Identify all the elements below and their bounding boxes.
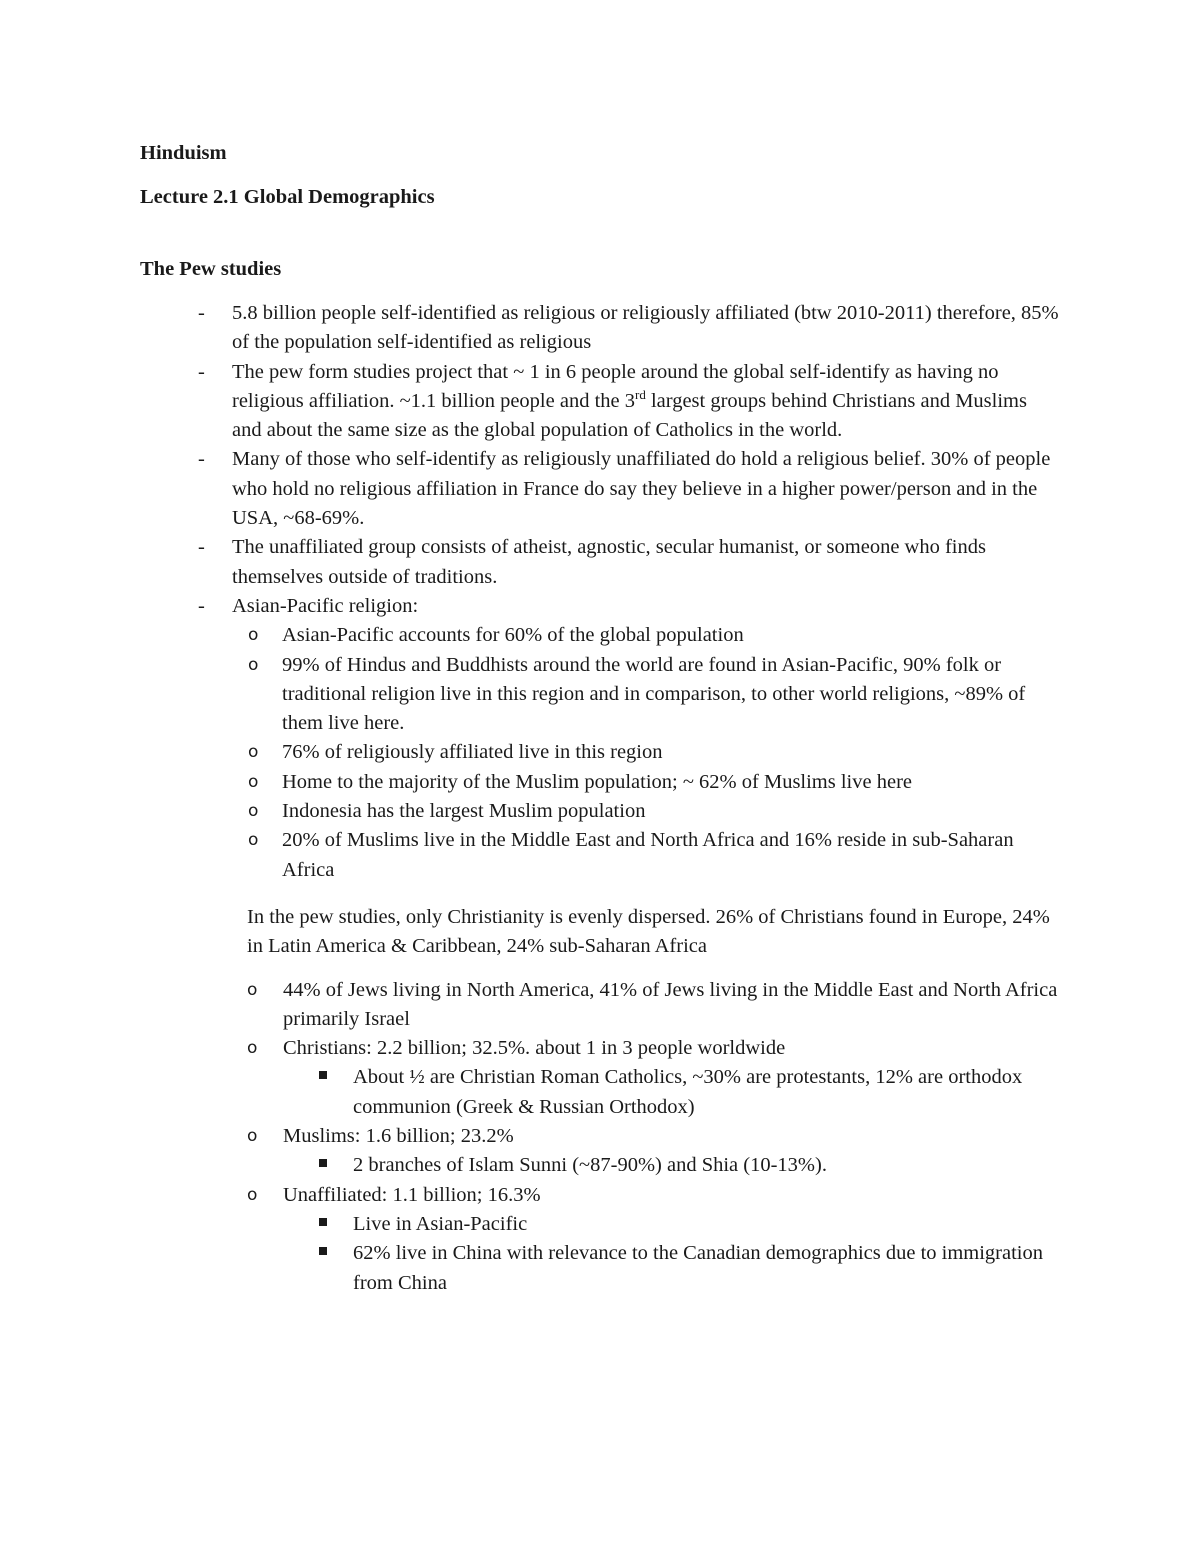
list-item — [140, 592, 1060, 885]
bullet-text: The unaffiliated group consists of atheist, agnostic, secular humanist, or someone who finds themselves outside of traditions. — [232, 536, 986, 588]
list-item — [140, 358, 1060, 446]
dispersion-paragraph: In the pew studies, only Christianity is evenly dispersed. 26% of Christians found in Europe, 24% in Latin America & Caribbean, 24% sub-Saharan Africa — [247, 905, 1050, 958]
circle-marker: o — [248, 830, 259, 851]
circle-marker: o — [247, 979, 258, 1000]
muslim-sublist — [283, 1151, 1060, 1180]
dash-marker: - — [198, 448, 205, 471]
bullet-text: Asian-Pacific religion: — [232, 594, 419, 617]
stat-text: Unaffiliated: 1.1 billion; 16.3% — [283, 1183, 541, 1206]
religion-stats-list — [140, 976, 1060, 1298]
christian-sublist — [283, 1063, 1060, 1122]
list-item — [140, 299, 1060, 358]
asian-pacific-sublist — [232, 621, 1060, 885]
lecture-heading: Lecture 2.1 Global Demographics — [140, 186, 435, 208]
dash-marker: - — [198, 536, 205, 559]
sub-bullet-text: 99% of Hindus and Buddhists around the world are found in Asian-Pacific, 90% folk or traditional religion live in this region and in comparison, to other world religions, ~89% of them live here. — [282, 653, 1026, 735]
list-item — [283, 1210, 1060, 1239]
sub-bullet-text: Indonesia has the largest Muslim population — [282, 800, 646, 823]
bullet-text: Many of those who self-identify as religiously unaffiliated do hold a religious belief. 30% of people who hold no religious affiliation in France do say they believe in a higher power/person and in the USA, ~68-69%. — [232, 448, 1051, 530]
sub-bullet-text: Home to the majority of the Muslim population; ~ 62% of Muslims live here — [282, 770, 912, 793]
stat-text: 44% of Jews living in North America, 41% of Jews living in the Middle East and North Africa primarily Israel — [283, 978, 1058, 1030]
dash-marker: - — [198, 360, 205, 383]
bullet-text: 5.8 billion people self-identified as religious or religiously affiliated (btw 2010-2011) therefore, 85% of the population self-identified as religious — [232, 302, 1059, 354]
document-page — [140, 138, 1060, 1298]
list-item — [140, 1034, 1060, 1122]
stat-text: Muslims: 1.6 billion; 23.2% — [283, 1125, 514, 1148]
circle-marker: o — [247, 1038, 258, 1059]
sub-bullet-text: 76% of religiously affiliated live in this region — [282, 741, 663, 764]
circle-marker: o — [248, 625, 259, 646]
list-item — [232, 826, 1060, 885]
sub-bullet-text: 20% of Muslims live in the Middle East and North Africa and 16% reside in sub-Saharan Africa — [282, 829, 1014, 881]
list-item — [140, 1181, 1060, 1298]
detail-text: 62% live in China with relevance to the Canadian demographics due to immigration from China — [353, 1242, 1043, 1294]
list-item — [232, 621, 1060, 650]
list-item — [140, 533, 1060, 592]
square-bullet-icon — [319, 1218, 327, 1226]
section-heading: The Pew studies — [140, 258, 282, 280]
square-bullet-icon — [319, 1071, 327, 1079]
list-item — [283, 1063, 1060, 1122]
sub-bullet-text: Asian-Pacific accounts for 60% of the global population — [282, 624, 744, 647]
dash-bullet-list — [140, 299, 1060, 885]
dash-marker: - — [198, 302, 205, 324]
detail-text: Live in Asian-Pacific — [353, 1212, 528, 1235]
circle-marker: o — [248, 654, 259, 675]
circle-marker: o — [247, 1126, 258, 1147]
list-item — [232, 738, 1060, 767]
ordinal-superscript: rd — [634, 387, 646, 403]
circle-marker: o — [248, 771, 259, 792]
list-item — [283, 1151, 1060, 1180]
list-item — [140, 976, 1060, 1035]
circle-marker: o — [248, 742, 259, 763]
list-item — [140, 1122, 1060, 1181]
list-item — [283, 1239, 1060, 1298]
unaffiliated-sublist — [283, 1210, 1060, 1298]
stat-text: Christians: 2.2 billion; 32.5%. about 1 in 3 people worldwide — [283, 1037, 786, 1060]
bullet-text-continued: largest groups behind Christians and Muslims and about the same size as the global population of Catholics in the world. — [232, 389, 1027, 442]
dash-marker: - — [198, 594, 205, 617]
detail-text: About ½ are Christian Roman Catholics, ~30% are protestants, 12% are orthodox communion (Greek & Russian Orthodox) — [353, 1066, 1023, 1118]
square-bullet-icon — [319, 1247, 327, 1255]
detail-text: 2 branches of Islam Sunni (~87-90%) and Shia (10-13%). — [353, 1154, 827, 1177]
list-item — [232, 797, 1060, 826]
list-item — [140, 445, 1060, 533]
document-title: Hinduism — [140, 142, 227, 164]
circle-marker: o — [247, 1184, 258, 1205]
list-item — [232, 651, 1060, 739]
list-item — [232, 768, 1060, 797]
square-bullet-icon — [319, 1159, 327, 1167]
bullet-text: The pew form studies project that ~ 1 in 6 people around the global self-identify as having no religious affiliation. ~1.1 billion people and the 3 — [232, 360, 999, 412]
circle-marker: o — [248, 801, 259, 822]
